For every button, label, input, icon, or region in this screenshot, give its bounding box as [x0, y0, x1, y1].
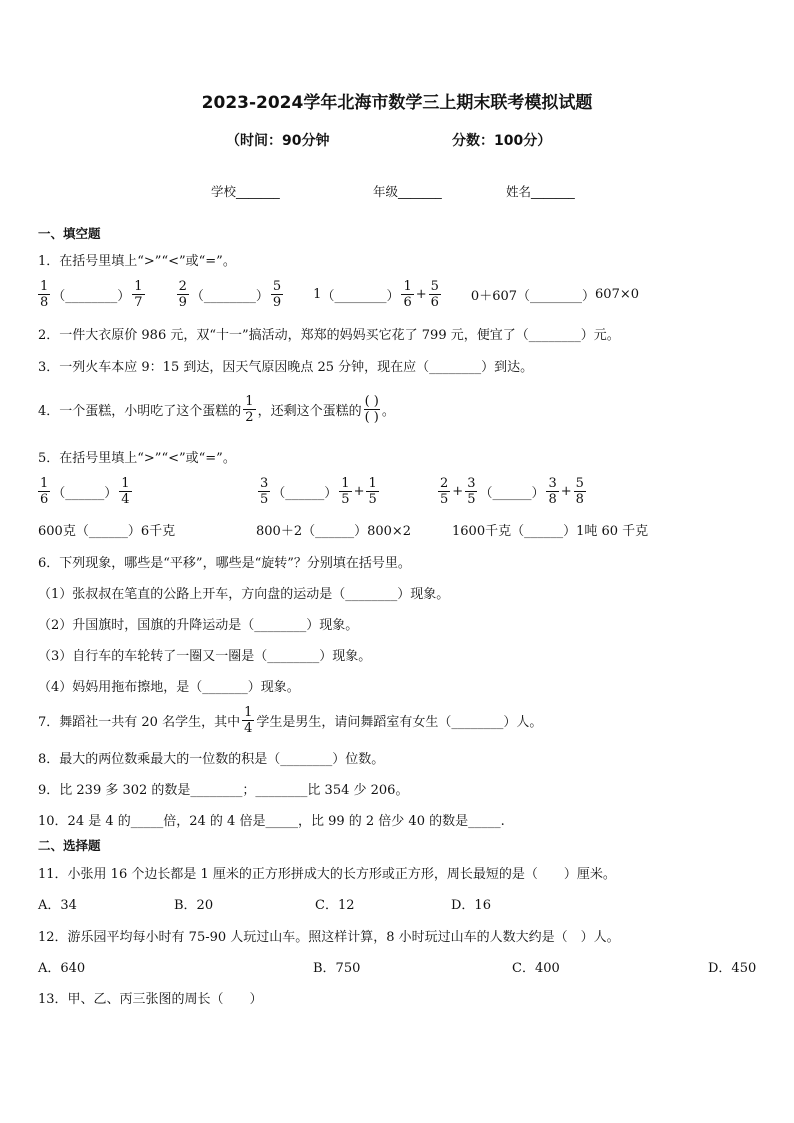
question-1: 1．在括号里填上“>”“<”或“=”。	[38, 254, 236, 269]
exam-score: 分数：100分）	[452, 133, 552, 149]
plus-sign: +	[452, 483, 464, 499]
question-5-item-f[interactable]: 1600千克（______）1吨 60 千克	[452, 524, 649, 539]
question-6-sub-2[interactable]: （2）升国旗时，国旗的升降运动是（________）现象。	[38, 618, 359, 633]
fraction: $\frac{1}{5}$	[368, 475, 377, 507]
question-5: 5．在括号里填上“>”“<”或“=”。	[38, 451, 236, 466]
answer-blank[interactable]: （________）	[517, 288, 596, 304]
option-d[interactable]: D．450	[708, 961, 757, 976]
number: 1	[313, 286, 322, 302]
question-11: 11．小张用 16 个边长都是 1 厘米的正方形拼成大的长方形或正方形，周长最短的是（ ）厘米。	[38, 867, 616, 882]
question-4-text: 4．一个蛋糕，小明吃了这个蛋糕的	[38, 403, 242, 419]
answer-blank[interactable]: （______）	[479, 485, 545, 501]
fraction: $\frac{5}{6}$	[430, 278, 439, 310]
fraction: $\frac{1}{4}$	[244, 704, 253, 736]
question-4	[38, 386, 395, 432]
fraction: $\frac{3}{5}$	[467, 475, 476, 507]
option-a[interactable]: A．640	[38, 961, 86, 976]
answer-blank[interactable]: （________）	[321, 288, 400, 304]
question-12: 12．游乐园平均每小时有 75-90 人玩过山车。照这样计算，8 小时玩过山车的人数大约是（ ）人。	[38, 930, 620, 945]
question-6-sub-3[interactable]: （3）自行车的车轮转了一圈又一圈是（________）现象。	[38, 649, 372, 664]
question-3: 3．一列火车本应 9：15 到达，因天气原因晚点 25 分钟，现在应（________）到达。	[38, 360, 534, 375]
fraction: $\frac{3}{8}$	[548, 475, 557, 507]
plus-sign: +	[353, 483, 365, 499]
option-c[interactable]: C．400	[512, 961, 560, 976]
fraction: $\frac{2}{5}$	[440, 475, 449, 507]
name-field[interactable]: 姓名_______	[506, 184, 575, 199]
question-13: 13．甲、乙、丙三张图的周长（ ）	[38, 992, 263, 1007]
answer-blank[interactable]: （______）	[52, 485, 118, 501]
question-6-sub-1[interactable]: （1）张叔叔在笔直的公路上开车，方向盘的运动是（________）现象。	[38, 587, 450, 602]
answer-blank[interactable]: （________）	[52, 288, 131, 304]
exam-time: （时间：90分钟	[226, 133, 330, 149]
page-title: 2023-2024学年北海市数学三上期末联考模拟试题	[201, 93, 593, 113]
expression: 607×0	[595, 286, 640, 302]
question-6: 6．下列现象，哪些是“平移”，哪些是“旋转”？分别填在括号里。	[38, 556, 411, 571]
section-fill-blank: 一、填空题	[38, 226, 101, 241]
fraction: $\frac{1}{4}$	[121, 475, 130, 507]
fraction: $\frac{5}{9}$	[272, 278, 282, 310]
question-5-item-d[interactable]: 600克（______）6千克	[38, 524, 176, 539]
fraction: $\frac{1}{5}$	[341, 475, 350, 507]
question-5-item-e[interactable]: 800＋2（______）800×2	[256, 524, 412, 539]
fraction: $\frac{1}{8}$	[40, 278, 49, 310]
fraction: $\frac{1}{6}$	[403, 278, 412, 310]
option-c[interactable]: C．12	[315, 898, 355, 913]
fraction: $\frac{1}{7}$	[134, 278, 143, 310]
question-5-item-b	[256, 473, 381, 509]
question-9[interactable]: 9．比 239 多 302 的数是________；________比 354 少 206。	[38, 783, 409, 798]
question-6-sub-4[interactable]: （4）妈妈用拖布擦地，是（_______）现象。	[38, 680, 300, 695]
expression: 0＋607	[470, 288, 518, 304]
option-a[interactable]: A．34	[38, 898, 77, 913]
answer-fraction-blank[interactable]: $\frac{( )}{( )}$	[364, 393, 379, 425]
answer-blank[interactable]: （________）	[190, 288, 269, 304]
grade-field[interactable]: 年级_______	[373, 184, 442, 199]
question-2: 2．一件大衣原价 986 元，双“十一”搞活动，郑郑的妈妈买它花了 799 元，便宜了（________）元。	[38, 328, 620, 343]
option-b[interactable]: B．750	[313, 961, 361, 976]
question-4-text: ，还剩这个蛋糕的	[257, 403, 362, 419]
question-1-items	[36, 276, 639, 312]
option-d[interactable]: D．16	[451, 898, 491, 913]
question-7	[38, 702, 542, 738]
fraction: $\frac{2}{9}$	[178, 278, 187, 310]
fraction: $\frac{1}{2}$	[245, 393, 254, 425]
fraction: $\frac{3}{5}$	[260, 475, 269, 507]
question-7-text: 7．舞蹈社一共有 20 名学生，其中	[38, 714, 241, 730]
plus-sign: +	[415, 286, 427, 302]
plus-sign: +	[560, 483, 572, 499]
option-b[interactable]: B．20	[174, 898, 214, 913]
school-field[interactable]: 学校_______	[211, 184, 280, 199]
fraction: $\frac{5}{8}$	[575, 475, 584, 507]
question-10[interactable]: 10．24 是 4 的_____倍，24 的 4 倍是_____，比 99 的 2 倍少 40 的数是_____.	[38, 814, 505, 829]
question-5-item-c	[436, 473, 588, 509]
section-multiple-choice: 二、选择题	[38, 838, 101, 853]
question-4-text: 。	[381, 403, 395, 419]
answer-blank[interactable]: （______）	[272, 485, 338, 501]
question-5-item-a	[36, 473, 134, 509]
question-7-text[interactable]: 学生是男生，请问舞蹈室有女生（________）人。	[256, 714, 543, 730]
fraction: $\frac{1}{6}$	[40, 475, 49, 507]
question-8[interactable]: 8．最大的两位数乘最大的一位数的积是（________）位数。	[38, 752, 385, 767]
